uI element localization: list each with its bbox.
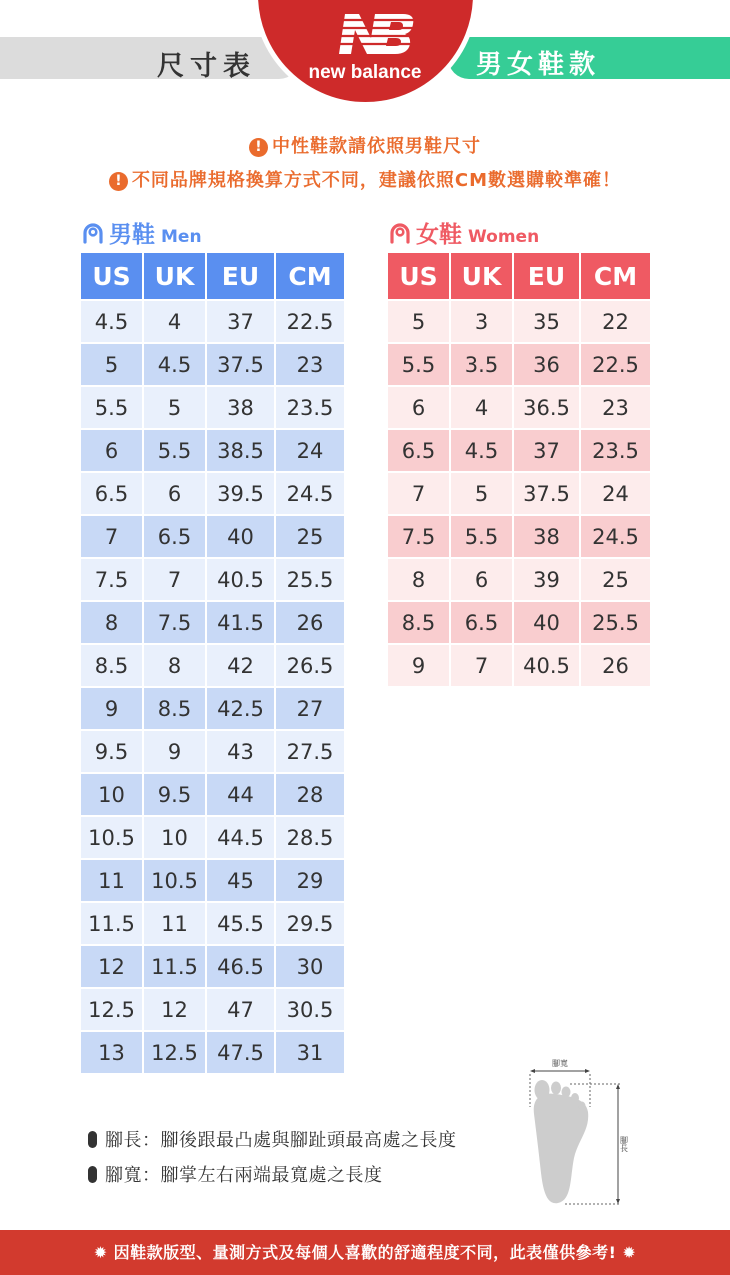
size-cell-us: 5.5 bbox=[388, 343, 450, 386]
size-cell-uk: 8 bbox=[143, 644, 206, 687]
size-cell-uk: 7 bbox=[450, 644, 513, 686]
size-cell-cm: 25.5 bbox=[580, 601, 650, 644]
men-title-en: Men bbox=[161, 227, 202, 247]
table-row bbox=[388, 644, 650, 686]
column-header-uk: UK bbox=[450, 253, 513, 300]
starburst-icon: ✹ bbox=[622, 1243, 637, 1262]
size-cell-eu: 38 bbox=[206, 386, 275, 429]
size-cell-eu: 38 bbox=[513, 515, 580, 558]
size-cell-uk: 10 bbox=[143, 816, 206, 859]
size-cell-us: 8 bbox=[81, 601, 143, 644]
size-cell-cm: 30.5 bbox=[275, 988, 344, 1031]
size-cell-eu: 39.5 bbox=[206, 472, 275, 515]
table-row bbox=[81, 429, 344, 472]
size-cell-cm: 26.5 bbox=[275, 644, 344, 687]
size-cell-uk: 11.5 bbox=[143, 945, 206, 988]
size-cell-uk: 6.5 bbox=[450, 601, 513, 644]
size-cell-uk: 10.5 bbox=[143, 859, 206, 902]
size-cell-cm: 23 bbox=[275, 343, 344, 386]
size-cell-uk: 8.5 bbox=[143, 687, 206, 730]
foot-length-text: 腳長：腳後跟最凸處與腳趾頭最高處之長度 bbox=[105, 1130, 457, 1151]
table-row bbox=[388, 429, 650, 472]
men-size-table bbox=[81, 253, 344, 1073]
column-header-uk: UK bbox=[143, 253, 206, 300]
table-row bbox=[81, 859, 344, 902]
exclamation-icon: ! bbox=[109, 172, 128, 191]
men-title-zh: 男鞋 bbox=[109, 222, 155, 248]
size-cell-us: 8.5 bbox=[81, 644, 143, 687]
size-cell-cm: 23.5 bbox=[275, 386, 344, 429]
size-cell-eu: 40.5 bbox=[513, 644, 580, 686]
table-row bbox=[81, 773, 344, 816]
size-cell-uk: 4 bbox=[143, 300, 206, 343]
size-cell-uk: 5.5 bbox=[143, 429, 206, 472]
size-cell-cm: 29.5 bbox=[275, 902, 344, 945]
size-cell-eu: 46.5 bbox=[206, 945, 275, 988]
size-cell-us: 7.5 bbox=[388, 515, 450, 558]
size-cell-us: 8 bbox=[388, 558, 450, 601]
size-cell-eu: 42 bbox=[206, 644, 275, 687]
note-brand-conversion-text: 不同品牌規格換算方式不同，建議依照CM數選購較準確！ bbox=[131, 170, 622, 191]
size-cell-us: 13 bbox=[81, 1031, 143, 1073]
women-title-en: Women bbox=[468, 227, 540, 247]
size-cell-us: 11.5 bbox=[81, 902, 143, 945]
note-brand-conversion bbox=[0, 166, 730, 192]
size-cell-us: 6 bbox=[388, 386, 450, 429]
size-cell-cm: 24 bbox=[580, 472, 650, 515]
table-header-row bbox=[81, 253, 344, 300]
size-cell-cm: 28.5 bbox=[275, 816, 344, 859]
size-cell-us: 7 bbox=[81, 515, 143, 558]
size-cell-cm: 22.5 bbox=[275, 300, 344, 343]
size-cell-eu: 44.5 bbox=[206, 816, 275, 859]
size-cell-eu: 36 bbox=[513, 343, 580, 386]
size-cell-us: 10 bbox=[81, 773, 143, 816]
size-cell-uk: 6 bbox=[450, 558, 513, 601]
table-row bbox=[81, 472, 344, 515]
size-cell-us: 5.5 bbox=[81, 386, 143, 429]
brand-name: new balance bbox=[308, 62, 422, 83]
foot-width-definition bbox=[88, 1161, 383, 1187]
column-header-us: US bbox=[81, 253, 143, 300]
column-header-cm: CM bbox=[580, 253, 650, 300]
table-row bbox=[81, 988, 344, 1031]
table-row bbox=[81, 343, 344, 386]
size-cell-eu: 40 bbox=[206, 515, 275, 558]
size-cell-cm: 22.5 bbox=[580, 343, 650, 386]
size-cell-eu: 45.5 bbox=[206, 902, 275, 945]
size-cell-eu: 41.5 bbox=[206, 601, 275, 644]
women-section-title bbox=[388, 216, 539, 249]
size-cell-eu: 39 bbox=[513, 558, 580, 601]
foot-length-definition bbox=[88, 1126, 457, 1152]
size-cell-us: 7.5 bbox=[81, 558, 143, 601]
size-cell-cm: 23.5 bbox=[580, 429, 650, 472]
foot-length-label: 腳長 bbox=[619, 1136, 629, 1152]
table-row bbox=[81, 300, 344, 343]
size-cell-uk: 3 bbox=[450, 300, 513, 343]
note-unisex-text: 中性鞋款請依照男鞋尺寸 bbox=[272, 136, 481, 157]
size-cell-cm: 24.5 bbox=[580, 515, 650, 558]
size-cell-cm: 24.5 bbox=[275, 472, 344, 515]
table-row bbox=[388, 386, 650, 429]
table-row bbox=[388, 515, 650, 558]
table-row bbox=[388, 300, 650, 343]
size-cell-uk: 4.5 bbox=[450, 429, 513, 472]
size-cell-cm: 28 bbox=[275, 773, 344, 816]
table-row bbox=[388, 343, 650, 386]
size-cell-uk: 4.5 bbox=[143, 343, 206, 386]
size-cell-eu: 42.5 bbox=[206, 687, 275, 730]
disclaimer-text: 因鞋款版型、量測方式及每個人喜歡的舒適程度不同，此表僅供參考! bbox=[113, 1243, 617, 1262]
person-icon bbox=[388, 221, 412, 245]
size-cell-uk: 7 bbox=[143, 558, 206, 601]
size-cell-uk: 6 bbox=[143, 472, 206, 515]
size-cell-eu: 37 bbox=[206, 300, 275, 343]
size-cell-eu: 47 bbox=[206, 988, 275, 1031]
size-cell-eu: 37.5 bbox=[206, 343, 275, 386]
size-cell-eu: 38.5 bbox=[206, 429, 275, 472]
column-header-eu: EU bbox=[513, 253, 580, 300]
table-row bbox=[81, 816, 344, 859]
size-cell-cm: 24 bbox=[275, 429, 344, 472]
size-cell-eu: 35 bbox=[513, 300, 580, 343]
size-cell-uk: 5.5 bbox=[450, 515, 513, 558]
women-title-zh: 女鞋 bbox=[416, 222, 462, 248]
table-row bbox=[81, 558, 344, 601]
size-cell-uk: 11 bbox=[143, 902, 206, 945]
size-cell-us: 12.5 bbox=[81, 988, 143, 1031]
women-size-table bbox=[388, 253, 650, 686]
foot-width-label: 腳寬 bbox=[552, 1059, 568, 1068]
size-cell-cm: 25.5 bbox=[275, 558, 344, 601]
size-cell-cm: 30 bbox=[275, 945, 344, 988]
size-cell-us: 6 bbox=[81, 429, 143, 472]
exclamation-icon: ! bbox=[249, 138, 268, 157]
table-row bbox=[81, 386, 344, 429]
size-cell-us: 4.5 bbox=[81, 300, 143, 343]
table-row bbox=[81, 644, 344, 687]
starburst-icon: ✹ bbox=[93, 1243, 108, 1262]
size-cell-eu: 45 bbox=[206, 859, 275, 902]
size-cell-eu: 37.5 bbox=[513, 472, 580, 515]
size-cell-eu: 44 bbox=[206, 773, 275, 816]
size-cell-cm: 25 bbox=[275, 515, 344, 558]
bullet-icon bbox=[88, 1166, 97, 1183]
size-cell-us: 7 bbox=[388, 472, 450, 515]
size-cell-uk: 9 bbox=[143, 730, 206, 773]
table-row bbox=[81, 601, 344, 644]
nb-logo-icon bbox=[325, 10, 415, 60]
size-cell-us: 10.5 bbox=[81, 816, 143, 859]
size-cell-uk: 12.5 bbox=[143, 1031, 206, 1073]
category-title: 男女鞋款 bbox=[476, 50, 601, 80]
size-cell-eu: 37 bbox=[513, 429, 580, 472]
bullet-icon bbox=[88, 1131, 97, 1148]
men-section-title bbox=[81, 216, 202, 249]
size-cell-us: 5 bbox=[81, 343, 143, 386]
foot-icon bbox=[534, 1080, 588, 1203]
size-cell-uk: 12 bbox=[143, 988, 206, 1031]
size-cell-us: 11 bbox=[81, 859, 143, 902]
size-cell-us: 6.5 bbox=[81, 472, 143, 515]
size-cell-eu: 43 bbox=[206, 730, 275, 773]
column-header-eu: EU bbox=[206, 253, 275, 300]
foot-width-text: 腳寬：腳掌左右兩端最寬處之長度 bbox=[105, 1165, 383, 1186]
person-icon bbox=[81, 221, 105, 245]
size-cell-cm: 25 bbox=[580, 558, 650, 601]
size-cell-eu: 47.5 bbox=[206, 1031, 275, 1073]
size-cell-uk: 5 bbox=[143, 386, 206, 429]
table-row bbox=[81, 730, 344, 773]
size-cell-uk: 9.5 bbox=[143, 773, 206, 816]
size-cell-uk: 7.5 bbox=[143, 601, 206, 644]
size-cell-uk: 5 bbox=[450, 472, 513, 515]
size-cell-cm: 31 bbox=[275, 1031, 344, 1073]
size-cell-cm: 26 bbox=[275, 601, 344, 644]
size-cell-eu: 40.5 bbox=[206, 558, 275, 601]
note-unisex bbox=[0, 132, 730, 158]
size-cell-us: 8.5 bbox=[388, 601, 450, 644]
size-cell-cm: 27.5 bbox=[275, 730, 344, 773]
table-row bbox=[388, 601, 650, 644]
size-cell-cm: 26 bbox=[580, 644, 650, 686]
size-cell-uk: 3.5 bbox=[450, 343, 513, 386]
size-cell-uk: 4 bbox=[450, 386, 513, 429]
table-row bbox=[388, 558, 650, 601]
column-header-cm: CM bbox=[275, 253, 344, 300]
size-cell-cm: 23 bbox=[580, 386, 650, 429]
table-row bbox=[81, 902, 344, 945]
size-cell-uk: 6.5 bbox=[143, 515, 206, 558]
size-cell-us: 6.5 bbox=[388, 429, 450, 472]
size-cell-cm: 22 bbox=[580, 300, 650, 343]
size-cell-us: 5 bbox=[388, 300, 450, 343]
table-row bbox=[81, 687, 344, 730]
column-header-us: US bbox=[388, 253, 450, 300]
size-cell-us: 9 bbox=[81, 687, 143, 730]
size-cell-us: 9.5 bbox=[81, 730, 143, 773]
disclaimer-footer bbox=[0, 1230, 730, 1275]
table-row bbox=[81, 945, 344, 988]
size-cell-cm: 27 bbox=[275, 687, 344, 730]
size-cell-eu: 36.5 bbox=[513, 386, 580, 429]
table-row bbox=[388, 472, 650, 515]
foot-measure-diagram bbox=[520, 1052, 635, 1212]
size-cell-cm: 29 bbox=[275, 859, 344, 902]
table-header-row bbox=[388, 253, 650, 300]
size-cell-us: 12 bbox=[81, 945, 143, 988]
size-chart-title: 尺寸表 bbox=[157, 51, 256, 82]
size-cell-eu: 40 bbox=[513, 601, 580, 644]
table-row bbox=[81, 515, 344, 558]
table-row bbox=[81, 1031, 344, 1073]
size-cell-us: 9 bbox=[388, 644, 450, 686]
